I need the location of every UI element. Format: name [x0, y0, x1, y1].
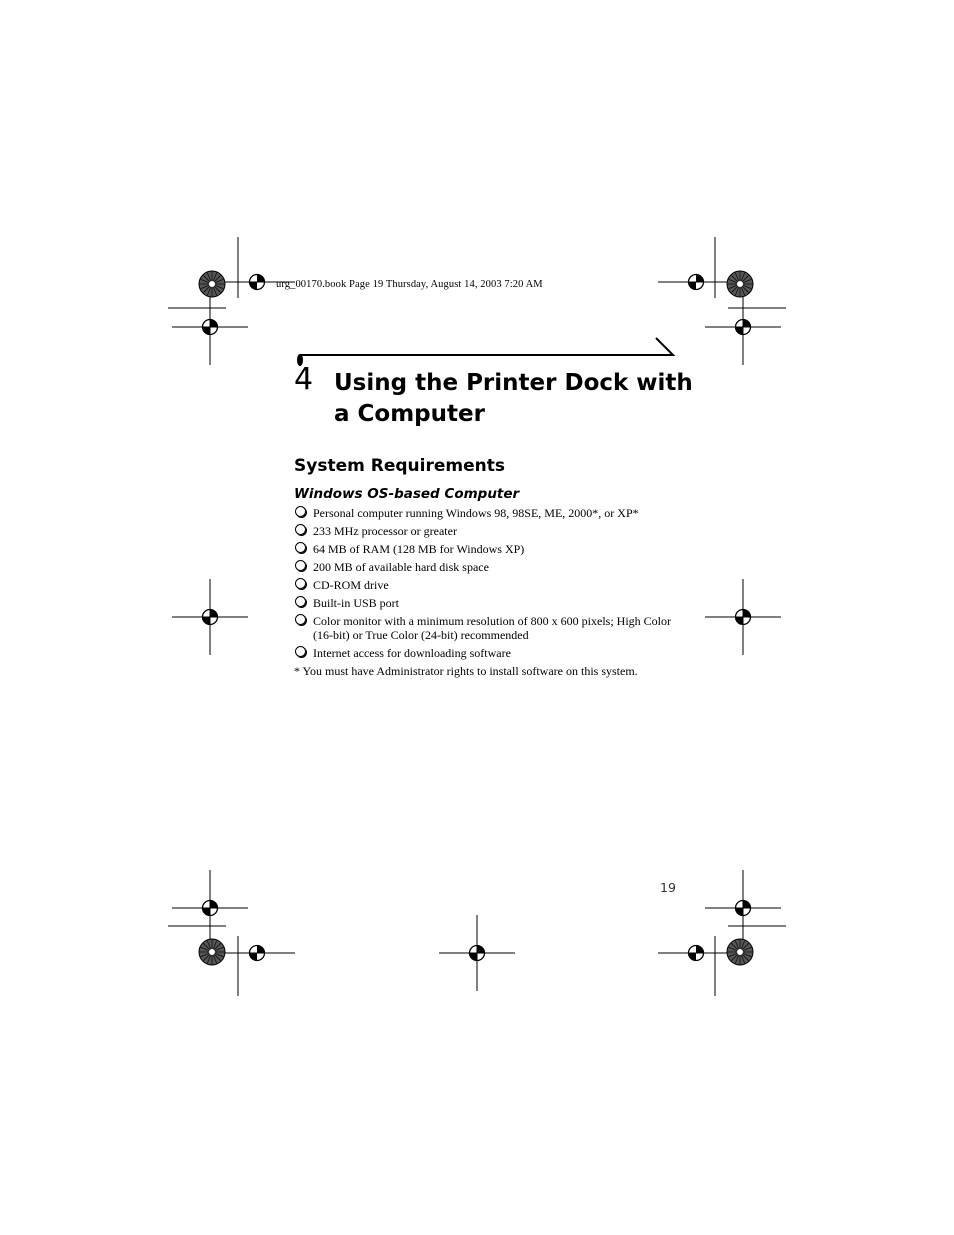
registration-mark-icon	[172, 579, 248, 655]
checkbox-bullet-icon	[295, 560, 306, 571]
list-item	[294, 646, 684, 660]
list-item	[294, 560, 684, 574]
requirement-text: CD-ROM drive	[313, 578, 389, 592]
registration-mark-icon	[705, 579, 781, 655]
requirement-text: 200 MB of available hard disk space	[313, 560, 489, 574]
slug-line: urg_00170.book Page 19 Thursday, August 14, 2003 7:20 AM	[276, 279, 543, 290]
requirement-text: Color monitor with a minimum resolution of 800 x 600 pixels; High Color (16-bit) or True Color (24-bit) recommended	[313, 614, 671, 642]
registration-mark-icon	[439, 915, 515, 991]
section-heading: System Requirements	[294, 456, 505, 476]
list-item	[294, 578, 684, 592]
requirement-text: Personal computer running Windows 98, 98SE, ME, 2000*, or XP*	[313, 506, 639, 520]
chapter-rule	[296, 336, 676, 368]
color-wheel-icon	[727, 939, 753, 965]
list-item	[294, 542, 684, 556]
registration-mark-icon	[219, 946, 295, 961]
list-item	[294, 614, 684, 642]
requirement-text: Built-in USB port	[313, 596, 400, 610]
list-item	[294, 596, 684, 610]
color-wheel-icon	[199, 939, 225, 965]
checkbox-bullet-icon	[295, 524, 306, 535]
checkbox-bullet-icon	[295, 542, 306, 553]
color-wheel-icon	[199, 271, 225, 297]
checkbox-bullet-icon	[295, 506, 306, 517]
registration-mark-icon	[705, 289, 781, 365]
list-item	[294, 524, 684, 538]
page-number: 19	[660, 880, 676, 895]
chapter-number: 4	[294, 362, 314, 397]
checkbox-bullet-icon	[295, 614, 306, 625]
requirement-text: Internet access for downloading software	[313, 646, 511, 660]
registration-mark-icon	[705, 870, 781, 946]
registration-mark-icon	[172, 870, 248, 946]
registration-mark-icon	[658, 946, 734, 961]
requirement-text: 233 MHz processor or greater	[313, 524, 457, 538]
color-wheel-icon	[727, 271, 753, 297]
checkbox-bullet-icon	[295, 578, 306, 589]
checkbox-bullet-icon	[295, 646, 306, 657]
list-item	[294, 506, 684, 520]
checkbox-bullet-icon	[295, 596, 306, 607]
requirements-list	[294, 506, 684, 664]
registration-mark-icon	[658, 275, 734, 290]
registration-mark-icon	[172, 289, 248, 365]
chapter-title: Using the Printer Dock with a Computer	[334, 370, 693, 427]
footnote: * You must have Administrator rights to install software on this system.	[294, 664, 638, 678]
subsection-heading: Windows OS-based Computer	[294, 486, 520, 502]
requirement-text: 64 MB of RAM (128 MB for Windows XP)	[313, 542, 525, 556]
